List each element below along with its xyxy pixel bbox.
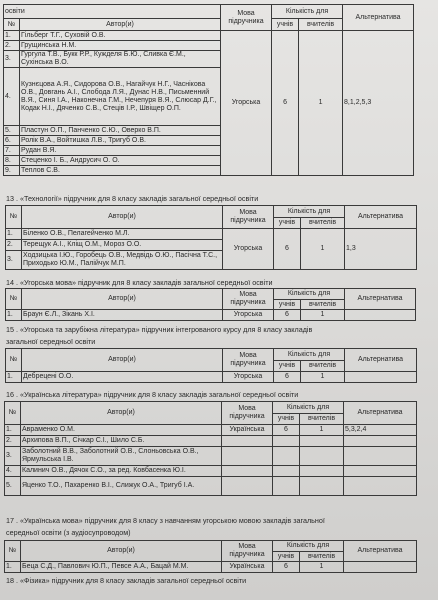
table-row [5, 425, 417, 436]
table-row [5, 466, 417, 477]
header-quantity: Кількість для [274, 289, 345, 300]
header-quantity: Кількість для [272, 5, 343, 19]
header-language: Мова підручника [221, 5, 272, 31]
row-alternative [345, 310, 416, 321]
row-number: 2. [6, 240, 22, 251]
row-authors: Дебрецені О.О. [22, 372, 223, 383]
table-row [5, 447, 417, 466]
row-number: 9. [4, 166, 20, 176]
row-authors: Авраменко О.М. [21, 425, 222, 436]
row-authors: Калинич О.В., Дячок С.О., за ред. Ковбасенка Ю.І. [21, 466, 222, 477]
textbook-table-16 [4, 401, 417, 496]
row-alternative [345, 372, 417, 383]
row-number: 2. [4, 41, 20, 51]
row-language: Угорська [221, 31, 272, 176]
row-authors: Браун Є.Л., Зікань Х.І. [22, 310, 223, 321]
section-17-caption-line2: середньої освіти (з аудіосупроводом) [6, 528, 131, 537]
row-alternative [344, 562, 417, 573]
row-teachers: 1 [299, 31, 343, 176]
row-students: 6 [273, 425, 300, 436]
header-authors: Автор(и) [22, 289, 223, 310]
row-authors: Ролік В.А., Войтишка Л.В., Тригуб О.В. [20, 136, 221, 146]
header-students: учнів [274, 300, 301, 310]
row-authors: Кузнєцова А.Я., Сидорова О.В., Нагайчук Н.Г., Часнікова О.В., Довгань А.І., Слобода Л.Я., Дунас Н.В., Письменний В.Я., Синя І.А., Наконечна Г.М., Нечепуря В.Я., Слюсар Д.Г., Кодак Н.І., Дяченко С.В., Стеців І.Р., Швіщер О.П. [20, 68, 221, 126]
row-students: 6 [274, 229, 301, 270]
header-students: учнів [273, 414, 300, 425]
row-authors: Гільберг Т.Г., Суховій О.В. [20, 31, 221, 41]
row-students: 6 [273, 562, 300, 573]
table-row [6, 310, 416, 321]
header-number: № [6, 349, 22, 372]
section-15-caption-line2: загальної середньої освіти [6, 337, 96, 346]
header-number: № [4, 19, 20, 31]
row-students: 6 [274, 310, 301, 321]
textbook-table-12 [3, 4, 414, 176]
row-number: 1. [5, 562, 21, 573]
row-language: Угорська [223, 372, 274, 383]
header-quantity: Кількість для [274, 349, 345, 361]
row-teachers: 1 [300, 562, 344, 573]
row-number: 1. [5, 425, 21, 436]
row-number: 1. [4, 31, 20, 41]
row-number: 7. [4, 146, 20, 156]
table-row [4, 31, 414, 41]
row-authors: Архипова В.П., Січкар С.І., Шило С.Б. [21, 436, 222, 447]
header-number: № [6, 206, 22, 229]
header-teachers: вчителів [299, 19, 343, 31]
row-authors: Заболотний В.В., Заболотний О.В., Слоньовська О.В., Ярмульська І.В. [21, 447, 222, 466]
header-alternative: Альтернатива [344, 402, 417, 425]
row-number: 3. [5, 447, 21, 466]
row-authors: Рудан В.Я. [20, 146, 221, 156]
row-number: 2. [5, 436, 21, 447]
table-row [5, 562, 417, 573]
row-authors: Біленко О.В., Пелагейченко М.Л. [22, 229, 223, 240]
header-students: учнів [274, 218, 301, 229]
row-number: 8. [4, 156, 20, 166]
table-row [5, 436, 417, 447]
row-number: 5. [5, 477, 21, 496]
header-teachers: вчителів [301, 300, 345, 310]
row-number: 4. [4, 68, 20, 126]
row-teachers: 1 [301, 310, 345, 321]
header-authors: Автор(и) [21, 541, 222, 562]
header-students: учнів [274, 361, 301, 372]
row-number: 3. [4, 51, 20, 68]
header-authors: Автор(и) [22, 206, 223, 229]
row-alternative: 1,3 [345, 229, 417, 270]
header-alternative: Альтернатива [344, 541, 417, 562]
row-authors: Пластун О.П., Панченко С.Ю., Оверко В.П. [20, 126, 221, 136]
header-authors: Автор(и) [20, 19, 221, 31]
header-number: № [6, 289, 22, 310]
row-language: Українська [222, 425, 273, 436]
row-authors: Стеценко І. Б., Андрусич О. О. [20, 156, 221, 166]
table-row [6, 229, 417, 240]
header-number: № [5, 402, 21, 425]
header-number: № [5, 541, 21, 562]
row-language: Угорська [223, 310, 274, 321]
row-number: 1. [6, 310, 22, 321]
row-teachers: 1 [301, 229, 345, 270]
header-language: Мова підручника [222, 402, 273, 425]
row-teachers: 1 [301, 372, 345, 383]
table-row [6, 372, 417, 383]
header-language: Мова підручника [222, 541, 273, 562]
row-alternative: 8,1,2,5,3 [343, 31, 414, 176]
section-15-caption-line1: 15 . «Угорська та зарубіжна література» підручник інтегрованого курсу для 8 класу закладів [6, 325, 313, 334]
section-16-caption: 16 . «Українська література» підручник для 8 класу закладів загальної середньої освіти [6, 390, 299, 399]
row-authors: Беца С.Д., Павлович Ю.П., Певсе А.А., Бацай М.М. [21, 562, 222, 573]
row-number: 5. [4, 126, 20, 136]
header-teachers: вчителів [300, 414, 344, 425]
row-authors: Яценко Т.О., Пахаренко В.І., Слижук О.А., Тригуб І.А. [21, 477, 222, 496]
header-language: Мова підручника [223, 206, 274, 229]
row-number: 4. [5, 466, 21, 477]
row-number: 1. [6, 372, 22, 383]
textbook-table-15 [5, 348, 417, 383]
header-teachers: вчителів [301, 218, 345, 229]
section-14-caption: 14 . «Угорська мова» підручник для 8 класу закладів загальної середньої освіти [6, 278, 273, 287]
header-students: учнів [272, 19, 299, 31]
header-language: Мова підручника [223, 289, 274, 310]
header-alternative: Альтернатива [345, 289, 416, 310]
row-students: 6 [274, 372, 301, 383]
textbook-table-13 [5, 205, 417, 270]
textbook-table-17 [4, 540, 417, 573]
header-quantity: Кількість для [274, 206, 345, 218]
header-students: учнів [273, 552, 300, 562]
header-teachers: вчителів [301, 361, 345, 372]
textbook-table-14 [5, 288, 416, 321]
row-authors: Гургула Т.В., Букк Р.Р., Кужделя Б.Ю., Сливка Є.М., Сухінська В.О. [20, 51, 221, 68]
row-teachers: 1 [300, 425, 344, 436]
row-students: 6 [272, 31, 299, 176]
row-authors: Терещук А.І., Кліщ О.М., Мороз О.О. [22, 240, 223, 251]
row-authors: Грущинська Н.М. [20, 41, 221, 51]
header-teachers: вчителів [300, 552, 344, 562]
row-language: Українська [222, 562, 273, 573]
row-authors: Теплов С.В. [20, 166, 221, 176]
header-quantity: Кількість для [273, 541, 344, 552]
table-row [5, 477, 417, 496]
section-17-caption-line1: 17 . «Українська мова» підручник для 8 класу з навчанням угорською мовою закладів загальної [6, 516, 325, 525]
row-number: 6. [4, 136, 20, 146]
header-quantity: Кількість для [273, 402, 344, 414]
row-authors: Ходзицька І.Ю., Горобець О.В., Медвідь О.Ю., Пасічна Т.С., Приходько Ю.М., Палійчук М.П. [22, 251, 223, 270]
header-authors: Автор(и) [22, 349, 223, 372]
row-language: Угорська [223, 229, 274, 270]
row-alternative: 5,3,2,4 [344, 425, 417, 436]
header-alternative: Альтернатива [343, 5, 414, 31]
section-18-caption: 18 . «Фізика» підручник для 8 класу закладів загальної середньої освіти [6, 576, 247, 585]
row-number: 3. [6, 251, 22, 270]
section-13-caption: 13 . «Технології» підручник для 8 класу закладів загальної середньої освіти [6, 194, 259, 203]
header-alternative: Альтернатива [345, 206, 417, 229]
row-number: 1. [6, 229, 22, 240]
header-continuation: освіти [4, 5, 221, 19]
header-authors: Автор(и) [21, 402, 222, 425]
header-language: Мова підручника [223, 349, 274, 372]
header-alternative: Альтернатива [345, 349, 417, 372]
